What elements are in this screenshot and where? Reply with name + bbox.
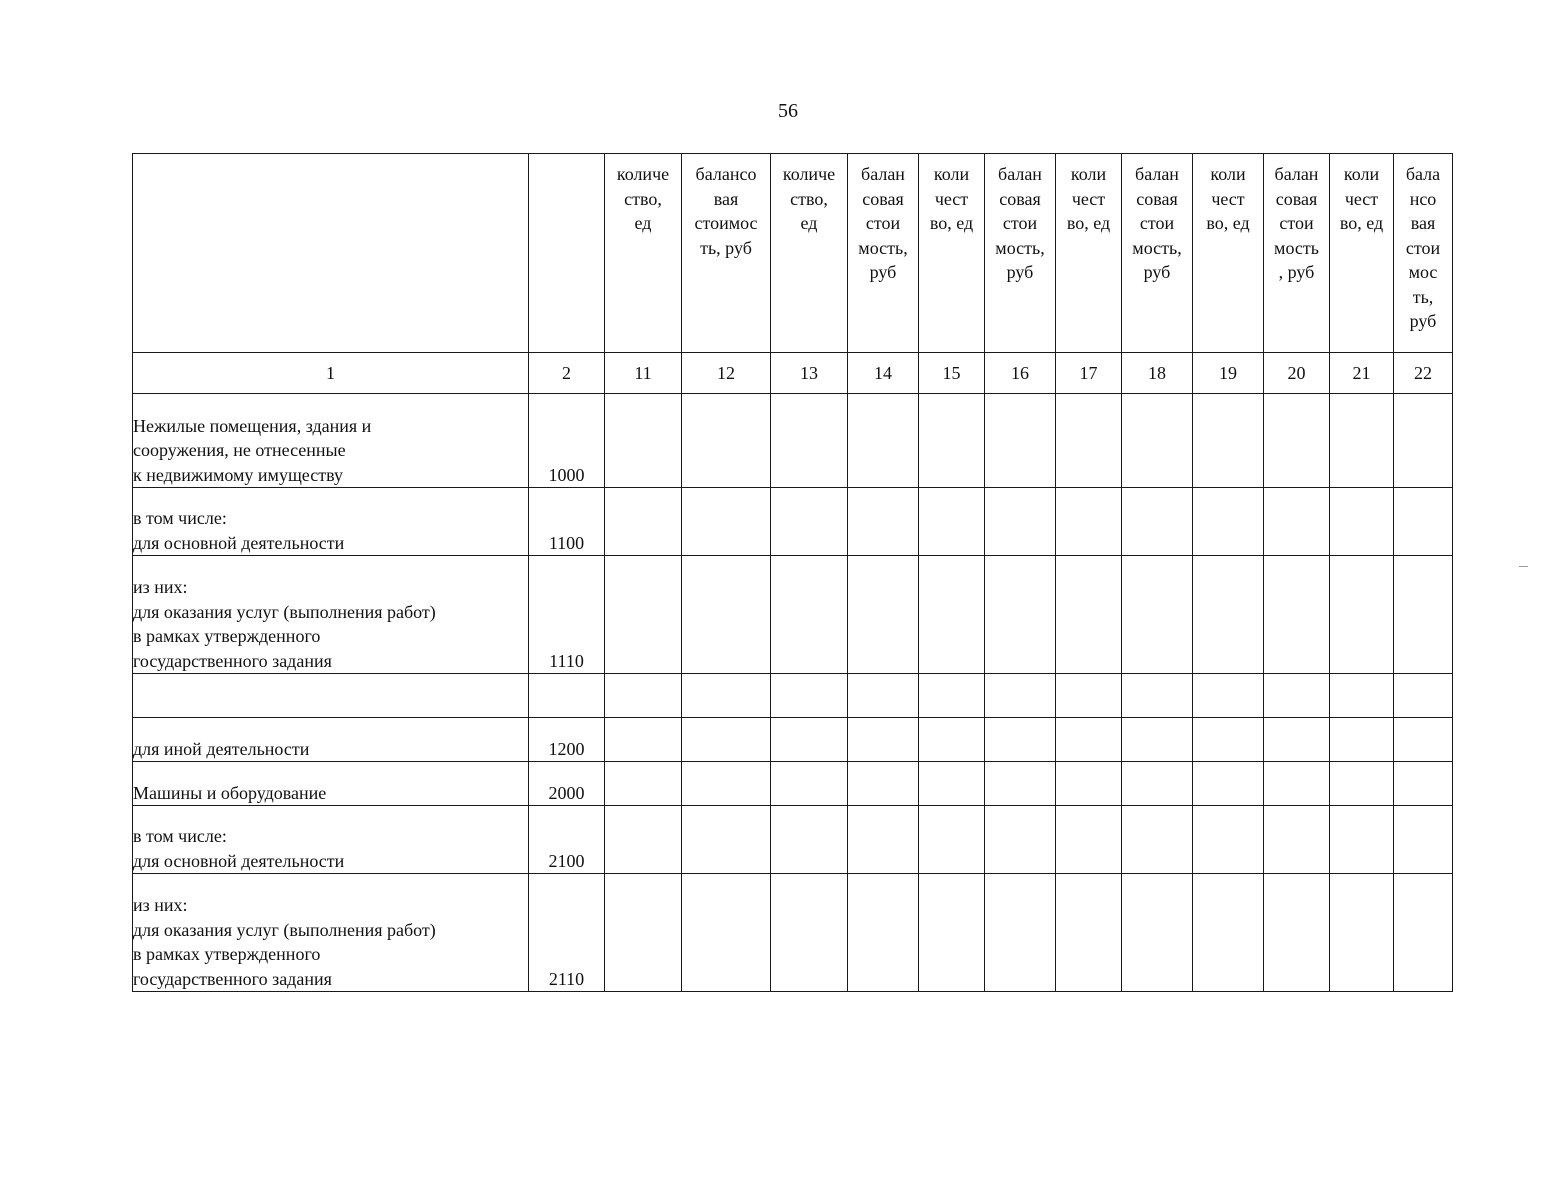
value-cell — [1394, 674, 1453, 718]
value-cell — [919, 674, 985, 718]
value-cell — [605, 394, 682, 488]
value-cell — [919, 556, 985, 674]
column-number: 13 — [771, 353, 848, 394]
value-cell — [682, 874, 771, 992]
row-label: для иной деятельности — [133, 718, 529, 762]
value-cell — [1122, 874, 1193, 992]
column-number: 14 — [848, 353, 919, 394]
column-header-text: коли чест во, ед — [1066, 164, 1111, 233]
row-label: Машины и оборудование — [133, 762, 529, 806]
column-header — [682, 154, 771, 353]
value-cell — [771, 762, 848, 806]
value-cell — [1394, 556, 1453, 674]
row-label: из них: для оказания услуг (выполнения работ) в рамках утвержденного государственного задания — [133, 874, 529, 992]
column-header — [985, 154, 1056, 353]
column-header-text: коли чест во, ед — [1339, 164, 1384, 233]
column-number: 21 — [1330, 353, 1394, 394]
value-cell — [1056, 488, 1122, 556]
value-cell — [1264, 556, 1330, 674]
row-label: в том числе: для основной деятельности — [133, 488, 529, 556]
value-cell — [682, 394, 771, 488]
value-cell — [771, 674, 848, 718]
column-header-text: балан совая стои мость, руб — [995, 164, 1045, 282]
value-cell — [1193, 556, 1264, 674]
value-cell — [1122, 806, 1193, 874]
value-cell — [1264, 806, 1330, 874]
value-cell — [1394, 762, 1453, 806]
page-number: 56 — [778, 100, 798, 122]
value-cell — [985, 488, 1056, 556]
column-header-text: балансо вая стоимос ть, руб — [694, 164, 758, 258]
column-header — [1056, 154, 1122, 353]
value-cell — [848, 488, 919, 556]
column-header — [1122, 154, 1193, 353]
value-cell — [1394, 488, 1453, 556]
row-code: 2110 — [529, 874, 605, 992]
value-cell — [1264, 674, 1330, 718]
column-number: 22 — [1394, 353, 1453, 394]
value-cell — [1056, 674, 1122, 718]
value-cell — [848, 762, 919, 806]
value-cell — [605, 762, 682, 806]
column-number: 19 — [1193, 353, 1264, 394]
value-cell — [1122, 762, 1193, 806]
value-cell — [985, 806, 1056, 874]
table-row — [133, 556, 1453, 674]
column-number: 12 — [682, 353, 771, 394]
value-cell — [1056, 718, 1122, 762]
value-cell — [848, 556, 919, 674]
value-cell — [1330, 394, 1394, 488]
value-cell — [919, 762, 985, 806]
column-header-text: балан совая стои мость, руб — [1132, 164, 1182, 282]
value-cell — [1330, 762, 1394, 806]
value-cell — [985, 674, 1056, 718]
value-cell — [1394, 874, 1453, 992]
value-cell — [682, 674, 771, 718]
value-cell — [1122, 488, 1193, 556]
value-cell — [682, 762, 771, 806]
value-cell — [1330, 488, 1394, 556]
value-cell — [919, 488, 985, 556]
table-body — [133, 154, 1453, 992]
value-cell — [1122, 394, 1193, 488]
row-label: из них: для оказания услуг (выполнения работ) в рамках утвержденного государственного задания — [133, 556, 529, 674]
value-cell — [1122, 718, 1193, 762]
value-cell — [682, 718, 771, 762]
column-header — [605, 154, 682, 353]
value-cell — [1193, 806, 1264, 874]
table-row — [133, 394, 1453, 488]
value-cell — [605, 556, 682, 674]
value-cell — [605, 718, 682, 762]
row-code — [529, 674, 605, 718]
row-label: Нежилые помещения, здания и сооружения, не отнесенные к недвижимому имуществу — [133, 394, 529, 488]
row-label — [133, 674, 529, 718]
value-cell — [848, 874, 919, 992]
value-cell — [1056, 394, 1122, 488]
value-cell — [771, 874, 848, 992]
value-cell — [1193, 488, 1264, 556]
column-header-text: бала нсо вая стои мос ть, руб — [1405, 164, 1441, 331]
column-number: 18 — [1122, 353, 1193, 394]
value-cell — [605, 488, 682, 556]
value-cell — [605, 806, 682, 874]
report-table — [132, 153, 1453, 992]
column-header — [1330, 154, 1394, 353]
value-cell — [919, 394, 985, 488]
table-row — [133, 806, 1453, 874]
column-header — [1394, 154, 1453, 353]
column-number-row — [133, 353, 1453, 394]
row-label: в том числе: для основной деятельности — [133, 806, 529, 874]
table-row — [133, 674, 1453, 718]
column-number: 15 — [919, 353, 985, 394]
column-header — [771, 154, 848, 353]
value-cell — [1193, 718, 1264, 762]
row-code: 2100 — [529, 806, 605, 874]
value-cell — [682, 806, 771, 874]
value-cell — [848, 394, 919, 488]
value-cell — [1394, 718, 1453, 762]
value-cell — [1056, 762, 1122, 806]
value-cell — [1264, 718, 1330, 762]
value-cell — [1193, 674, 1264, 718]
column-header — [848, 154, 919, 353]
value-cell — [1330, 874, 1394, 992]
scan-mark — [1519, 566, 1528, 567]
value-cell — [771, 488, 848, 556]
table-row — [133, 488, 1453, 556]
column-header-text: балан совая стои мость , руб — [1274, 164, 1319, 282]
value-cell — [771, 806, 848, 874]
column-number: 11 — [605, 353, 682, 394]
column-header — [133, 154, 529, 353]
header-row — [133, 154, 1453, 353]
column-header — [919, 154, 985, 353]
value-cell — [1330, 556, 1394, 674]
value-cell — [1056, 874, 1122, 992]
column-header-text: количе ство, ед — [616, 164, 670, 233]
value-cell — [1056, 556, 1122, 674]
value-cell — [1264, 488, 1330, 556]
value-cell — [1264, 762, 1330, 806]
value-cell — [771, 556, 848, 674]
column-number: 16 — [985, 353, 1056, 394]
column-header — [1264, 154, 1330, 353]
row-code: 1110 — [529, 556, 605, 674]
value-cell — [1193, 874, 1264, 992]
table-row — [133, 762, 1453, 806]
column-number: 20 — [1264, 353, 1330, 394]
table-row — [133, 874, 1453, 992]
value-cell — [682, 488, 771, 556]
column-number: 17 — [1056, 353, 1122, 394]
column-number: 1 — [133, 353, 529, 394]
value-cell — [1122, 556, 1193, 674]
value-cell — [682, 556, 771, 674]
value-cell — [771, 394, 848, 488]
value-cell — [985, 718, 1056, 762]
row-code: 2000 — [529, 762, 605, 806]
value-cell — [985, 762, 1056, 806]
value-cell — [605, 874, 682, 992]
value-cell — [1394, 806, 1453, 874]
column-header-text: количе ство, ед — [782, 164, 836, 233]
table-row — [133, 718, 1453, 762]
column-header-text: коли чест во, ед — [929, 164, 974, 233]
value-cell — [1330, 718, 1394, 762]
value-cell — [985, 394, 1056, 488]
row-code: 1100 — [529, 488, 605, 556]
value-cell — [1394, 394, 1453, 488]
column-number: 2 — [529, 353, 605, 394]
value-cell — [848, 806, 919, 874]
column-header — [1193, 154, 1264, 353]
value-cell — [919, 718, 985, 762]
value-cell — [605, 674, 682, 718]
value-cell — [1122, 674, 1193, 718]
value-cell — [771, 718, 848, 762]
value-cell — [1193, 762, 1264, 806]
value-cell — [985, 874, 1056, 992]
value-cell — [985, 556, 1056, 674]
row-code: 1000 — [529, 394, 605, 488]
value-cell — [1330, 806, 1394, 874]
column-header-text: коли чест во, ед — [1206, 164, 1250, 233]
value-cell — [919, 874, 985, 992]
value-cell — [848, 718, 919, 762]
value-cell — [1193, 394, 1264, 488]
value-cell — [1330, 674, 1394, 718]
value-cell — [1056, 806, 1122, 874]
value-cell — [848, 674, 919, 718]
value-cell — [1264, 874, 1330, 992]
column-header — [529, 154, 605, 353]
column-header-text: балан совая стои мость, руб — [858, 164, 908, 282]
value-cell — [1264, 394, 1330, 488]
value-cell — [919, 806, 985, 874]
row-code: 1200 — [529, 718, 605, 762]
